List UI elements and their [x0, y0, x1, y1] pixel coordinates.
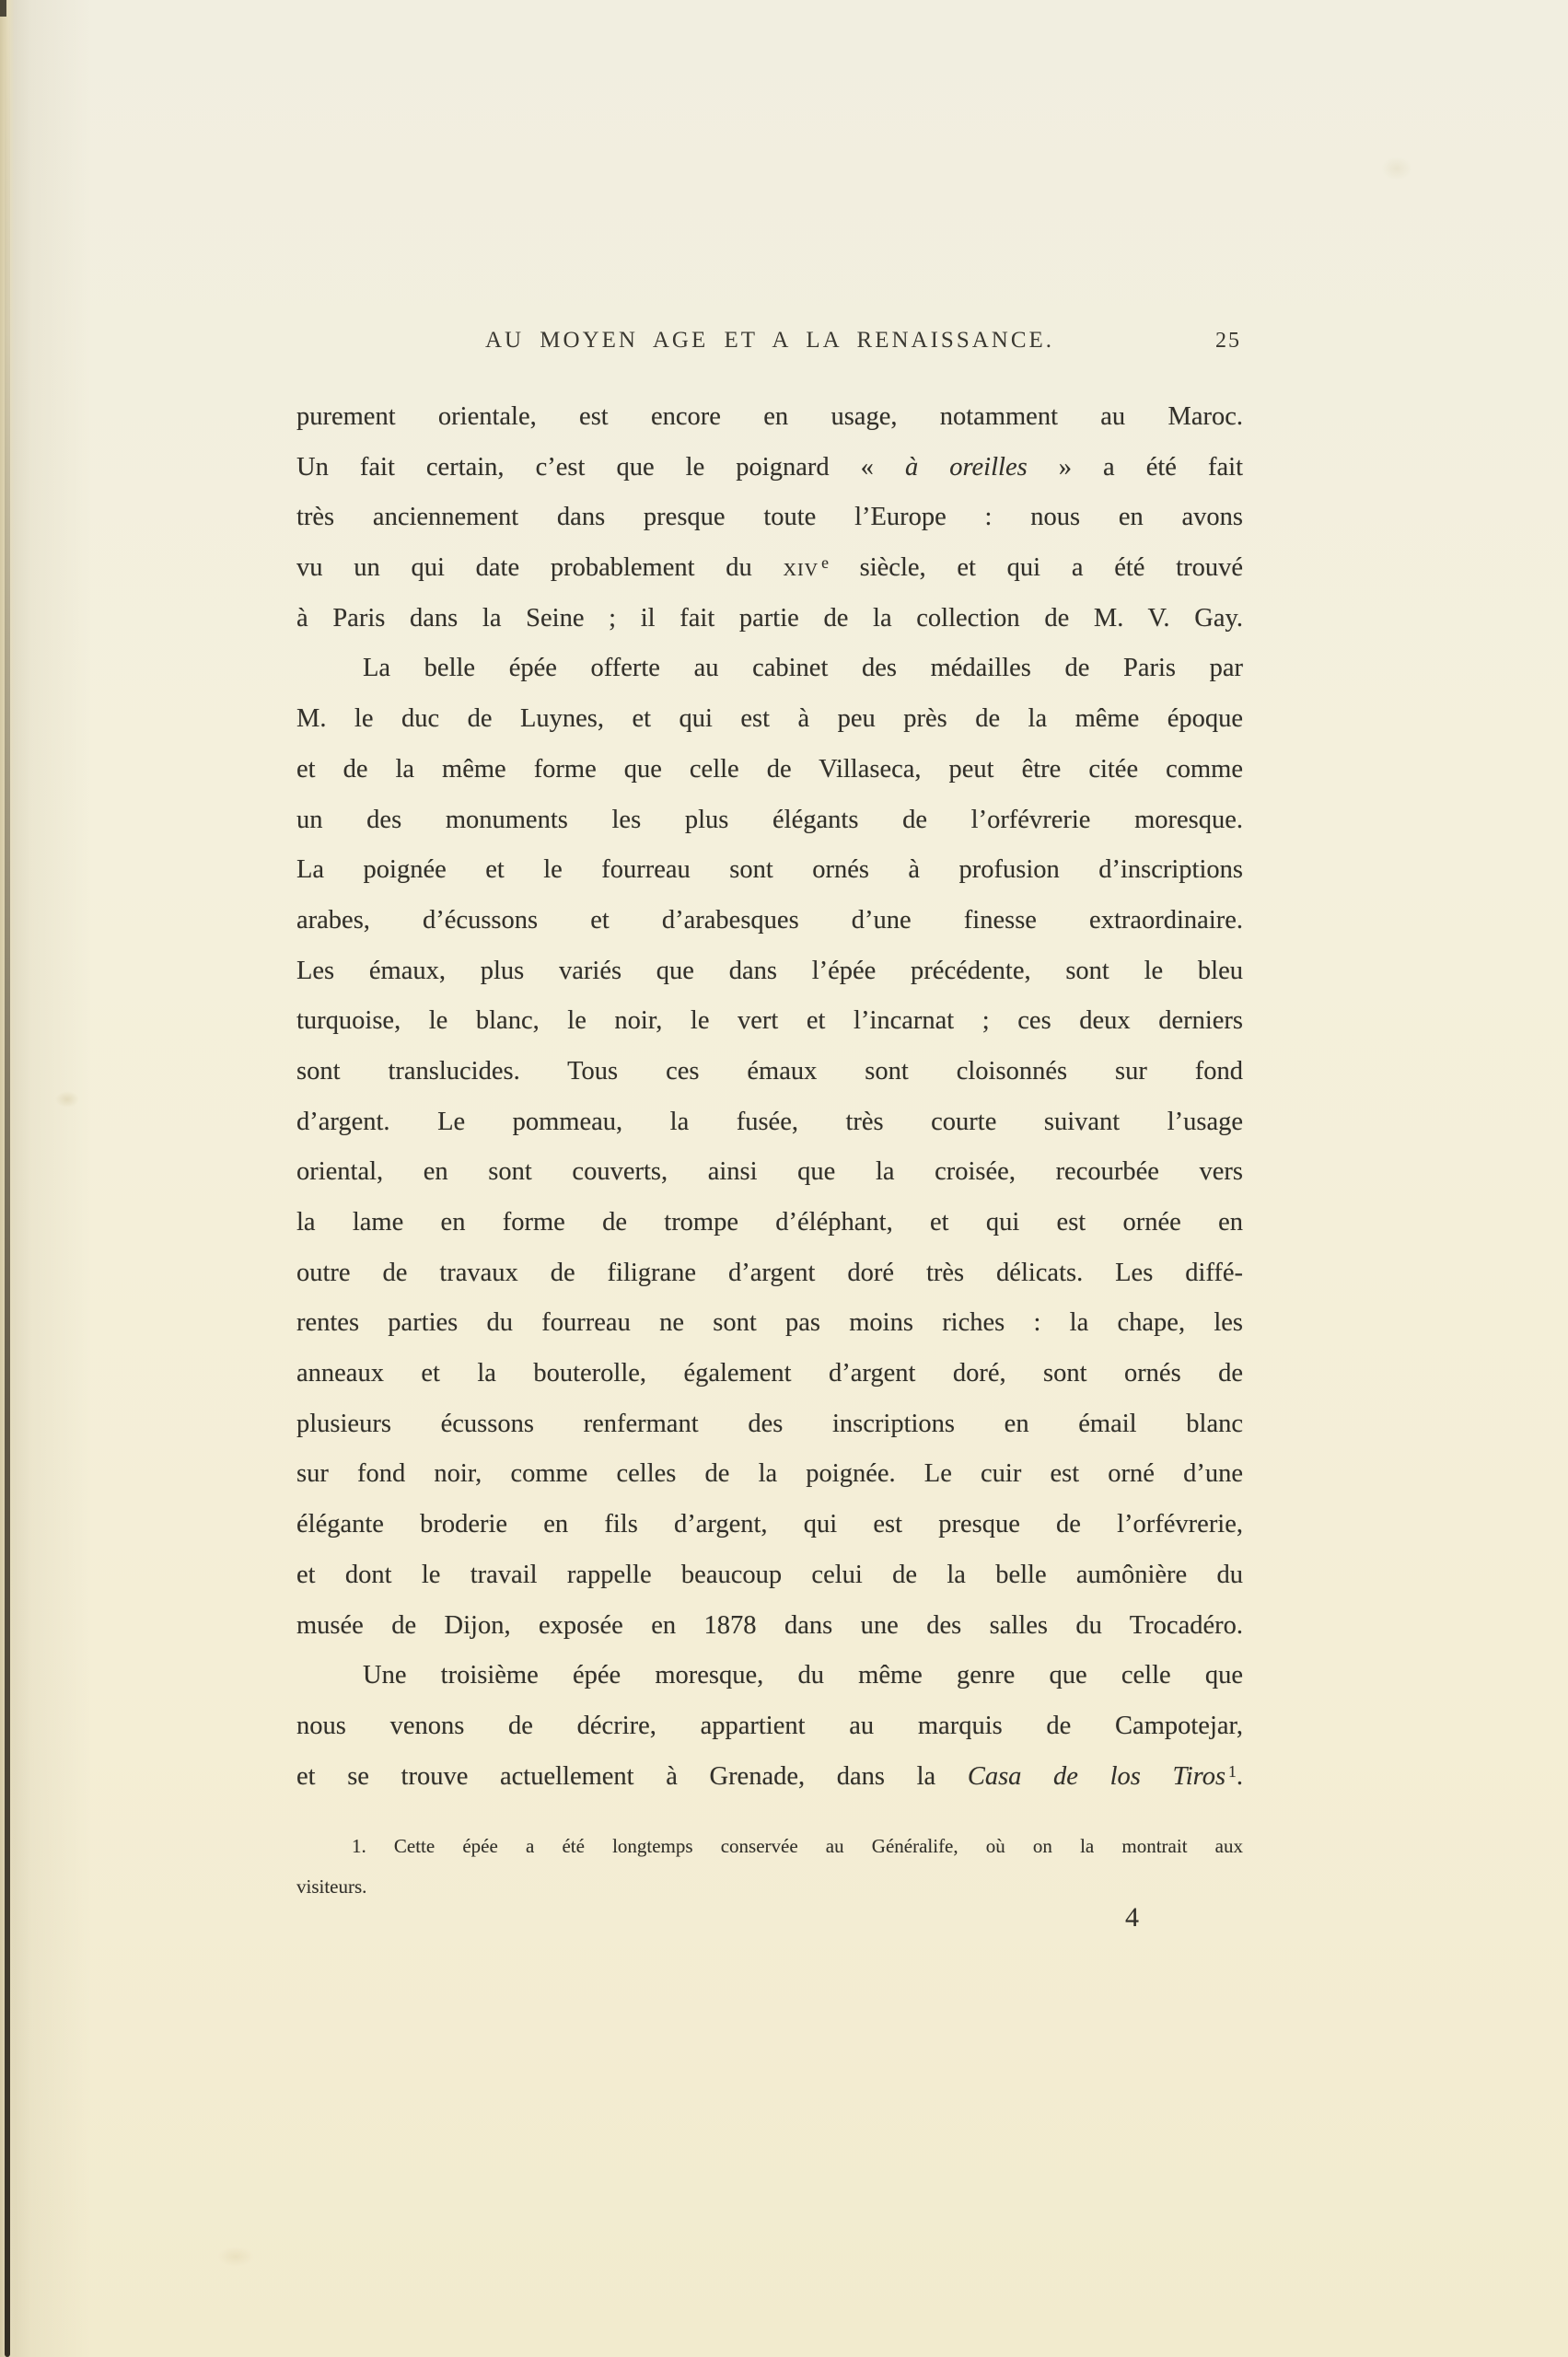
text-line: musée de Dijon, exposée en 1878 dans une des salles du Trocadéro.	[296, 1610, 1243, 1640]
page-text-block	[296, 392, 1243, 1802]
footnote-line: 1. Cette épée a été longtemps conservée au Généralife, où on la montrait aux	[352, 1835, 1243, 1857]
text-line: Un fait certain, c’est que le poignard « à oreilles » a été fait	[296, 452, 1243, 482]
running-title: AU MOYEN AGE ET A LA RENAISSANCE.	[484, 328, 1055, 353]
page-number: 25	[1215, 329, 1241, 353]
text-line: vu un qui date probablement du xiv $^e$ siècle, et qui a été trouvé	[296, 553, 1243, 583]
text-line: sont translucides. Tous ces émaux sont cloisonnés sur fond	[296, 1056, 1243, 1086]
paper-stain	[217, 2247, 254, 2267]
text-line: rentes parties du fourreau ne sont pas moins riches : la chape, les	[296, 1308, 1243, 1338]
text-line: arabes, d’écussons et d’arabesques d’une finesse extraordinaire.	[296, 905, 1243, 935]
footnote-line: visiteurs.	[296, 1875, 367, 1898]
signature-mark: 4	[1125, 1902, 1139, 1933]
running-header	[296, 320, 1243, 361]
text-line: la lame en forme de trompe d’éléphant, et qui est ornée en	[296, 1208, 1243, 1237]
text-line: Une troisième épée moresque, du même genre que celle que	[363, 1661, 1243, 1690]
text-line: et se trouve actuellement à Grenade, dans la Casa de los Tiros $^1$.	[296, 1761, 1243, 1791]
text-line: sur fond noir, comme celles de la poignée. Le cuir est orné d’une	[296, 1459, 1243, 1489]
text-line: La poignée et le fourreau sont ornés à profusion d’inscriptions	[296, 855, 1243, 885]
paragraph	[296, 392, 1243, 644]
paragraph	[296, 644, 1243, 1651]
text-line: purement orientale, est encore en usage, notamment au Maroc.	[296, 402, 1243, 431]
text-line: à Paris dans la Seine ; il fait partie de la collection de M. V. Gay.	[296, 603, 1243, 633]
text-line: M. le duc de Luynes, et qui est à peu près de la même époque	[296, 704, 1243, 734]
text-line: élégante broderie en fils d’argent, qui est presque de l’orfévrerie,	[296, 1510, 1243, 1539]
scan-corner-speck	[0, 0, 6, 17]
paper-stain	[1381, 157, 1412, 180]
text-line: turquoise, le blanc, le noir, le vert et l’incarnat ; ces deux derniers	[296, 1006, 1243, 1036]
text-line: très anciennement dans presque toute l’Europe : nous en avons	[296, 503, 1243, 532]
text-line: Les émaux, plus variés que dans l’épée précédente, sont le bleu	[296, 956, 1243, 985]
text-line: et de la même forme que celle de Villaseca, peut être citée comme	[296, 754, 1243, 784]
text-line: La belle épée offerte au cabinet des médailles de Paris par	[363, 654, 1243, 683]
paper-stain	[55, 1091, 79, 1108]
text-line: oriental, en sont couverts, ainsi que la croisée, recourbée vers	[296, 1157, 1243, 1187]
text-line: un des monuments les plus élégants de l’orfévrerie moresque.	[296, 805, 1243, 834]
text-line: anneaux et la bouterolle, également d’argent doré, sont ornés de	[296, 1359, 1243, 1388]
paragraph	[296, 1651, 1243, 1802]
text-line: plusieurs écussons renfermant des inscriptions en émail blanc	[296, 1409, 1243, 1438]
text-line: outre de travaux de filigrane d’argent doré très délicats. Les diffé-	[296, 1258, 1243, 1287]
text-line: d’argent. Le pommeau, la fusée, très courte suivant l’usage	[296, 1107, 1243, 1136]
text-line: et dont le travail rappelle beaucoup celui de la belle aumônière du	[296, 1560, 1243, 1589]
scan-gutter-line	[5, 0, 10, 2357]
text-line: nous venons de décrire, appartient au marquis de Campotejar,	[296, 1711, 1243, 1740]
footnote	[296, 1826, 1243, 1907]
